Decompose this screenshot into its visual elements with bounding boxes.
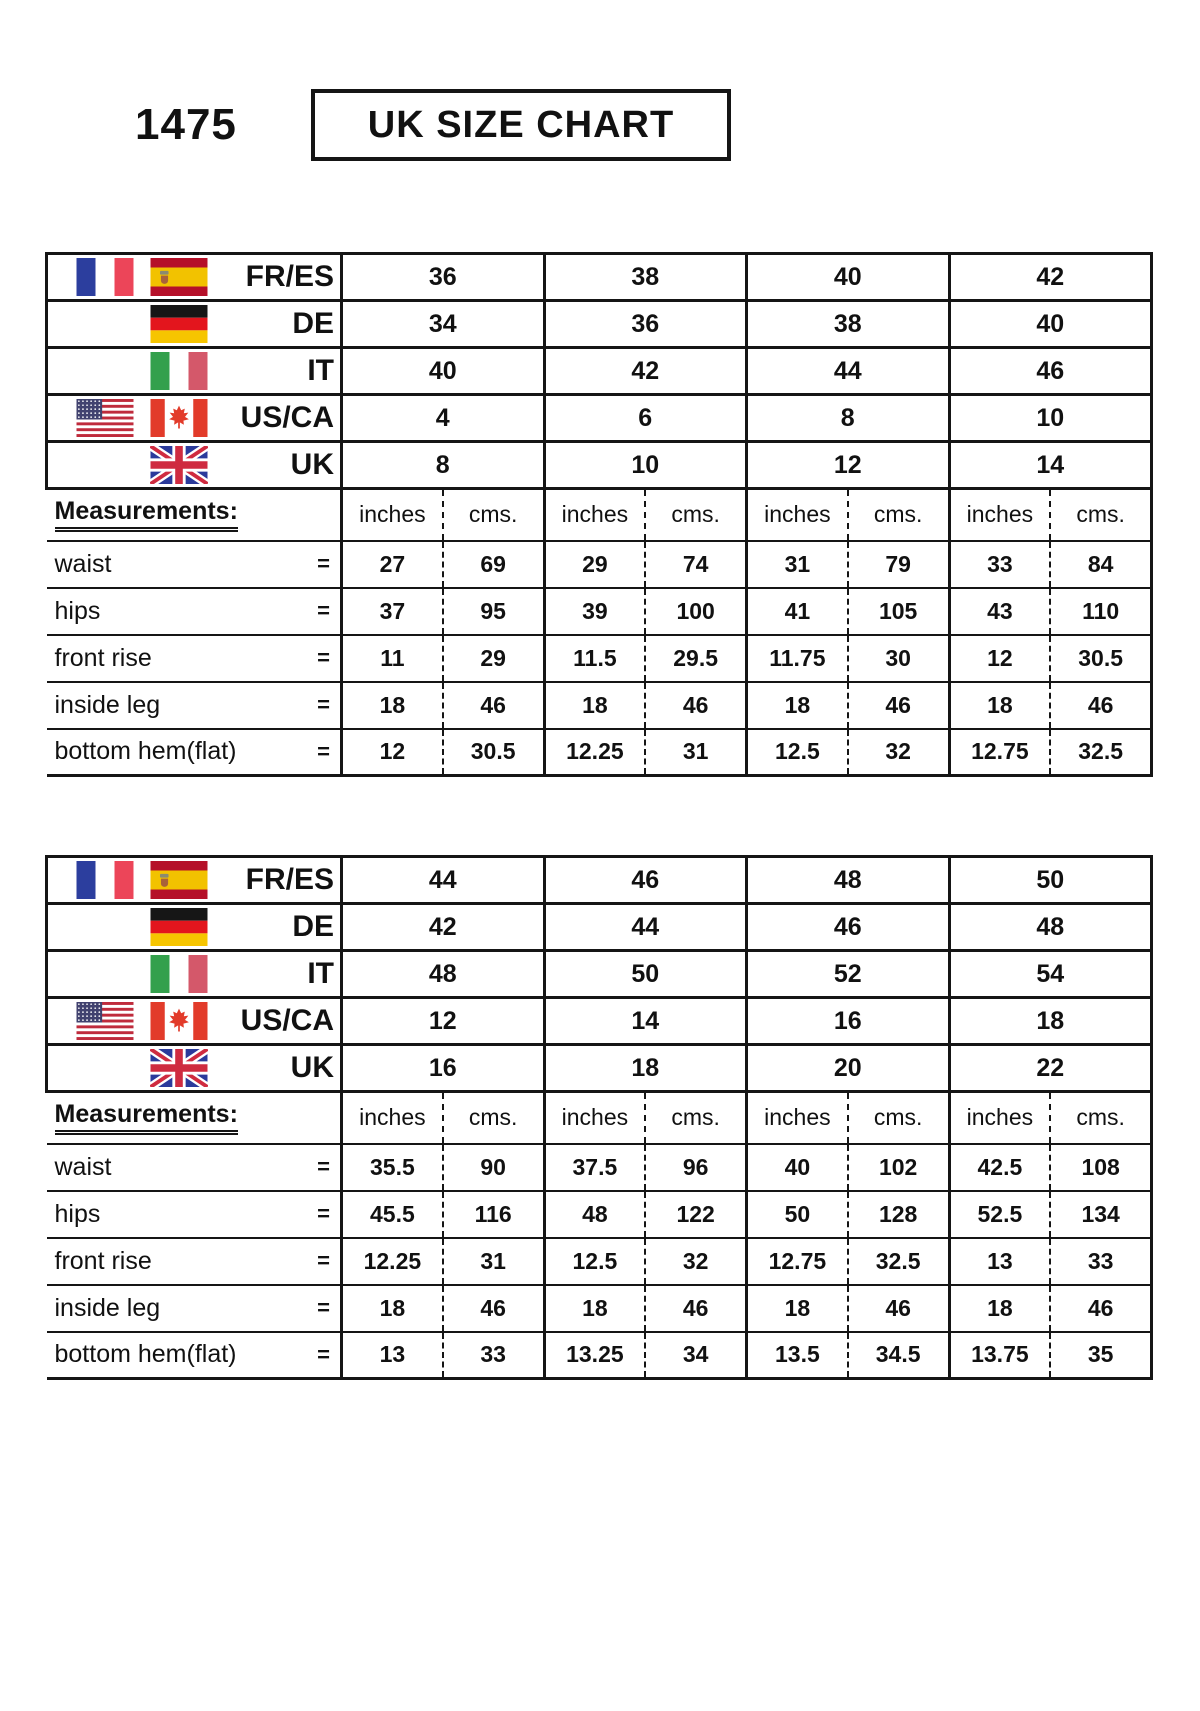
region-label-inner (48, 905, 340, 949)
empty-flag-slot (76, 352, 134, 390)
region-label-cell (47, 348, 342, 395)
size-value: 38 (544, 254, 747, 301)
measurement-row-bottom-hem-flat (47, 1332, 1152, 1379)
measurement-value-cms: 96 (645, 1144, 746, 1191)
page-title: UK SIZE CHART (367, 103, 675, 146)
measurement-value-inches: 35.5 (342, 1144, 443, 1191)
equals-sign: = (317, 645, 330, 670)
measurement-row-hips (47, 588, 1152, 635)
measurement-value-cms: 116 (443, 1191, 544, 1238)
title-box (311, 89, 731, 161)
measurement-label: front rise (54, 643, 152, 672)
empty-flag-slot (76, 908, 134, 946)
size-value: 14 (949, 442, 1152, 489)
measurements-heading: Measurements: (55, 497, 238, 532)
measurement-value-cms: 46 (645, 1285, 746, 1332)
equals-sign: = (317, 1295, 330, 1320)
equals-sign: = (317, 692, 330, 717)
measurement-value-cms: 102 (848, 1144, 949, 1191)
measurement-label-cell (47, 635, 342, 682)
size-value: 10 (544, 442, 747, 489)
region-label: US/CA (240, 1004, 334, 1037)
cms-column-header: cms. (848, 489, 949, 541)
size-value: 48 (342, 951, 545, 998)
measurement-value-cms: 110 (1050, 588, 1151, 635)
measurement-row-inside-leg (47, 682, 1152, 729)
equals-sign: = (317, 1201, 330, 1226)
measurement-label: inside leg (54, 1293, 161, 1322)
inches-column-header: inches (342, 489, 443, 541)
measurement-value-cms: 32.5 (848, 1238, 949, 1285)
size-row-fr-es (47, 857, 1152, 904)
measurement-value-inches: 48 (544, 1191, 645, 1238)
measurement-label-cell (47, 588, 342, 635)
measurement-value-cms: 29 (443, 635, 544, 682)
region-label: UK (290, 1051, 334, 1084)
equals-sign: = (317, 551, 330, 576)
inches-column-header: inches (949, 489, 1050, 541)
size-chart-table-2 (45, 855, 1153, 1380)
region-label-inner (48, 302, 340, 346)
measurement-value-cms: 46 (848, 1285, 949, 1332)
measurement-value-inches: 39 (544, 588, 645, 635)
measurement-value-inches: 12.75 (949, 729, 1050, 776)
measurement-label-cell (47, 1285, 342, 1332)
measurement-label-cell (47, 1332, 342, 1379)
size-value: 10 (949, 395, 1152, 442)
region-label-inner (48, 1046, 340, 1090)
measurement-value-inches: 13.5 (747, 1332, 848, 1379)
germany-flag-icon (150, 305, 208, 343)
measurement-value-cms: 46 (443, 682, 544, 729)
measurements-heading-cell (47, 489, 342, 541)
canada-flag-icon (150, 1002, 208, 1040)
region-label-inner (48, 443, 340, 487)
size-row-us-ca (47, 395, 1152, 442)
region-label-cell (47, 904, 342, 951)
measurement-label-cell (47, 1144, 342, 1191)
size-value: 8 (342, 442, 545, 489)
measurement-value-cms: 33 (1050, 1238, 1151, 1285)
empty-flag-slot (76, 446, 134, 484)
cms-column-header: cms. (1050, 1092, 1151, 1144)
measurement-value-cms: 105 (848, 588, 949, 635)
france-flag-icon (76, 861, 134, 899)
size-row-de (47, 301, 1152, 348)
italy-flag-icon (150, 352, 208, 390)
measurement-value-inches: 18 (949, 1285, 1050, 1332)
region-label-inner (48, 952, 340, 996)
style-code: 1475 (135, 100, 237, 149)
measurement-value-inches: 42.5 (949, 1144, 1050, 1191)
equals-sign: = (317, 738, 330, 764)
region-label: FR/ES (245, 863, 334, 896)
size-value: 54 (949, 951, 1152, 998)
measurement-value-inches: 37.5 (544, 1144, 645, 1191)
measurement-value-inches: 12.5 (747, 729, 848, 776)
measurement-value-inches: 13.25 (544, 1332, 645, 1379)
measurement-value-inches: 52.5 (949, 1191, 1050, 1238)
size-value: 52 (747, 951, 950, 998)
measurement-label-inner (47, 1153, 341, 1182)
measurement-value-cms: 46 (443, 1285, 544, 1332)
measurement-value-cms: 69 (443, 541, 544, 588)
region-label: IT (307, 957, 334, 990)
measurement-value-cms: 134 (1050, 1191, 1151, 1238)
measurement-value-cms: 30.5 (443, 729, 544, 776)
size-value: 42 (342, 904, 545, 951)
size-value: 40 (342, 348, 545, 395)
size-row-fr-es (47, 254, 1152, 301)
measurements-header-row (47, 489, 1152, 541)
size-value: 42 (544, 348, 747, 395)
measurement-label-cell (47, 1238, 342, 1285)
size-value: 44 (544, 904, 747, 951)
measurement-value-cms: 46 (1050, 682, 1151, 729)
measurement-value-cms: 32 (848, 729, 949, 776)
region-label-inner (48, 999, 340, 1043)
measurement-value-inches: 50 (747, 1191, 848, 1238)
size-value: 50 (949, 857, 1152, 904)
measurement-value-inches: 18 (747, 1285, 848, 1332)
measurement-value-cms: 46 (645, 682, 746, 729)
region-label-inner (48, 858, 340, 902)
measurement-label-inner (47, 1247, 341, 1276)
measurement-label-inner (47, 644, 341, 673)
inches-column-header: inches (544, 1092, 645, 1144)
inches-column-header: inches (342, 1092, 443, 1144)
uk-flag-icon (150, 446, 208, 484)
region-label-inner (48, 255, 340, 299)
measurement-value-inches: 18 (747, 682, 848, 729)
measurement-value-cms: 90 (443, 1144, 544, 1191)
size-value: 18 (544, 1045, 747, 1092)
measurement-value-inches: 43 (949, 588, 1050, 635)
measurement-value-cms: 30.5 (1050, 635, 1151, 682)
measurement-row-inside-leg (47, 1285, 1152, 1332)
region-label-cell (47, 254, 342, 301)
size-value: 16 (342, 1045, 545, 1092)
measurement-value-inches: 37 (342, 588, 443, 635)
measurement-label-inner (47, 550, 341, 579)
size-value: 38 (747, 301, 950, 348)
equals-sign: = (317, 1154, 330, 1179)
equals-sign: = (317, 1341, 330, 1367)
measurement-row-waist (47, 1144, 1152, 1191)
measurement-value-cms: 32.5 (1050, 729, 1151, 776)
measurements-header-row (47, 1092, 1152, 1144)
size-value: 4 (342, 395, 545, 442)
measurement-row-bottom-hem-flat (47, 729, 1152, 776)
size-row-de (47, 904, 1152, 951)
measurement-value-inches: 11.5 (544, 635, 645, 682)
measurements-heading-cell (47, 1092, 342, 1144)
measurement-value-inches: 45.5 (342, 1191, 443, 1238)
size-row-uk (47, 1045, 1152, 1092)
measurement-value-inches: 41 (747, 588, 848, 635)
size-row-uk (47, 442, 1152, 489)
size-chart-table-1 (45, 252, 1153, 777)
measurement-label-inner (47, 737, 341, 766)
measurement-value-cms: 108 (1050, 1144, 1151, 1191)
measurement-label-cell (47, 541, 342, 588)
region-label-inner (48, 396, 340, 440)
measurement-label-cell (47, 1191, 342, 1238)
measurement-label: hips (54, 1199, 101, 1228)
measurement-value-cms: 31 (645, 729, 746, 776)
measurement-value-cms: 30 (848, 635, 949, 682)
inches-column-header: inches (544, 489, 645, 541)
size-value: 40 (949, 301, 1152, 348)
size-value: 14 (544, 998, 747, 1045)
size-row-it (47, 951, 1152, 998)
measurement-value-inches: 18 (544, 682, 645, 729)
region-label-cell (47, 951, 342, 998)
measurement-value-inches: 40 (747, 1144, 848, 1191)
measurement-row-waist (47, 541, 1152, 588)
measurement-label-inner (47, 691, 341, 720)
measurement-value-inches: 12 (949, 635, 1050, 682)
cms-column-header: cms. (645, 489, 746, 541)
measurement-value-cms: 34 (645, 1332, 746, 1379)
size-value: 48 (747, 857, 950, 904)
measurement-value-inches: 18 (342, 1285, 443, 1332)
measurement-label: waist (54, 549, 112, 578)
size-value: 50 (544, 951, 747, 998)
size-value: 40 (747, 254, 950, 301)
size-value: 22 (949, 1045, 1152, 1092)
region-label: IT (307, 354, 334, 387)
measurement-value-cms: 35 (1050, 1332, 1151, 1379)
cms-column-header: cms. (443, 1092, 544, 1144)
measurement-value-inches: 12.75 (747, 1238, 848, 1285)
size-value: 8 (747, 395, 950, 442)
measurement-value-inches: 18 (544, 1285, 645, 1332)
measurement-value-inches: 13 (342, 1332, 443, 1379)
spain-flag-icon (150, 258, 208, 296)
size-value: 48 (949, 904, 1152, 951)
size-value: 42 (949, 254, 1152, 301)
measurement-label: hips (54, 596, 101, 625)
size-value: 36 (544, 301, 747, 348)
measurement-value-inches: 31 (747, 541, 848, 588)
measurement-value-cms: 122 (645, 1191, 746, 1238)
measurement-value-inches: 11.75 (747, 635, 848, 682)
cms-column-header: cms. (848, 1092, 949, 1144)
measurement-value-cms: 74 (645, 541, 746, 588)
measurement-value-cms: 46 (848, 682, 949, 729)
canada-flag-icon (150, 399, 208, 437)
region-label: UK (290, 448, 334, 481)
measurement-value-inches: 13 (949, 1238, 1050, 1285)
size-value: 46 (747, 904, 950, 951)
measurement-value-inches: 27 (342, 541, 443, 588)
empty-flag-slot (76, 1049, 134, 1087)
measurement-value-cms: 32 (645, 1238, 746, 1285)
measurement-label-inner (47, 1340, 341, 1369)
size-value: 36 (342, 254, 545, 301)
equals-sign: = (317, 598, 330, 623)
measurements-heading: Measurements: (55, 1100, 238, 1135)
region-label-cell (47, 301, 342, 348)
size-value: 44 (342, 857, 545, 904)
measurement-value-inches: 29 (544, 541, 645, 588)
germany-flag-icon (150, 908, 208, 946)
measurement-value-inches: 12.5 (544, 1238, 645, 1285)
region-label-cell (47, 395, 342, 442)
size-value: 12 (747, 442, 950, 489)
measurement-label-inner (47, 1294, 341, 1323)
measurement-value-inches: 18 (342, 682, 443, 729)
measurement-label: inside leg (54, 690, 161, 719)
measurement-label: bottom hem(flat) (54, 737, 237, 766)
region-label-cell (47, 1045, 342, 1092)
size-value: 46 (544, 857, 747, 904)
size-value: 20 (747, 1045, 950, 1092)
measurement-label: front rise (54, 1246, 152, 1275)
region-label: US/CA (240, 401, 334, 434)
measurement-value-inches: 12.25 (544, 729, 645, 776)
spain-flag-icon (150, 861, 208, 899)
region-label-cell (47, 857, 342, 904)
cms-column-header: cms. (443, 489, 544, 541)
measurement-label-cell (47, 729, 342, 776)
size-charts-container (0, 252, 1200, 1380)
measurement-value-inches: 13.75 (949, 1332, 1050, 1379)
region-label: DE (292, 307, 334, 340)
measurement-value-cms: 100 (645, 588, 746, 635)
size-value: 6 (544, 395, 747, 442)
measurement-label: bottom hem(flat) (54, 1340, 237, 1369)
inches-column-header: inches (747, 489, 848, 541)
region-label: FR/ES (245, 260, 334, 293)
empty-flag-slot (76, 955, 134, 993)
size-value: 16 (747, 998, 950, 1045)
size-value: 12 (342, 998, 545, 1045)
size-value: 18 (949, 998, 1152, 1045)
italy-flag-icon (150, 955, 208, 993)
measurement-row-front-rise (47, 635, 1152, 682)
inches-column-header: inches (949, 1092, 1050, 1144)
measurement-label-inner (47, 1200, 341, 1229)
equals-sign: = (317, 1248, 330, 1273)
inches-column-header: inches (747, 1092, 848, 1144)
measurement-label-inner (47, 597, 341, 626)
measurement-value-inches: 11 (342, 635, 443, 682)
measurement-value-cms: 31 (443, 1238, 544, 1285)
measurement-row-hips (47, 1191, 1152, 1238)
measurement-value-inches: 18 (949, 682, 1050, 729)
measurement-value-cms: 34.5 (848, 1332, 949, 1379)
measurement-value-cms: 79 (848, 541, 949, 588)
uk-flag-icon (150, 1049, 208, 1087)
region-label-cell (47, 442, 342, 489)
measurement-value-cms: 46 (1050, 1285, 1151, 1332)
size-value: 44 (747, 348, 950, 395)
cms-column-header: cms. (1050, 489, 1151, 541)
region-label-cell (47, 998, 342, 1045)
empty-flag-slot (76, 305, 134, 343)
cms-column-header: cms. (645, 1092, 746, 1144)
measurement-label: waist (54, 1152, 112, 1181)
measurement-value-cms: 33 (443, 1332, 544, 1379)
usa-flag-icon (76, 1002, 134, 1040)
measurement-label-cell (47, 682, 342, 729)
measurement-value-cms: 128 (848, 1191, 949, 1238)
measurement-row-front-rise (47, 1238, 1152, 1285)
size-row-it (47, 348, 1152, 395)
measurement-value-cms: 84 (1050, 541, 1151, 588)
size-value: 46 (949, 348, 1152, 395)
measurement-value-inches: 12 (342, 729, 443, 776)
size-row-us-ca (47, 998, 1152, 1045)
measurement-value-inches: 12.25 (342, 1238, 443, 1285)
region-label-inner (48, 349, 340, 393)
measurement-value-cms: 95 (443, 588, 544, 635)
region-label: DE (292, 910, 334, 943)
measurement-value-inches: 33 (949, 541, 1050, 588)
measurement-value-cms: 29.5 (645, 635, 746, 682)
usa-flag-icon (76, 399, 134, 437)
france-flag-icon (76, 258, 134, 296)
size-value: 34 (342, 301, 545, 348)
page-header (135, 85, 1200, 165)
